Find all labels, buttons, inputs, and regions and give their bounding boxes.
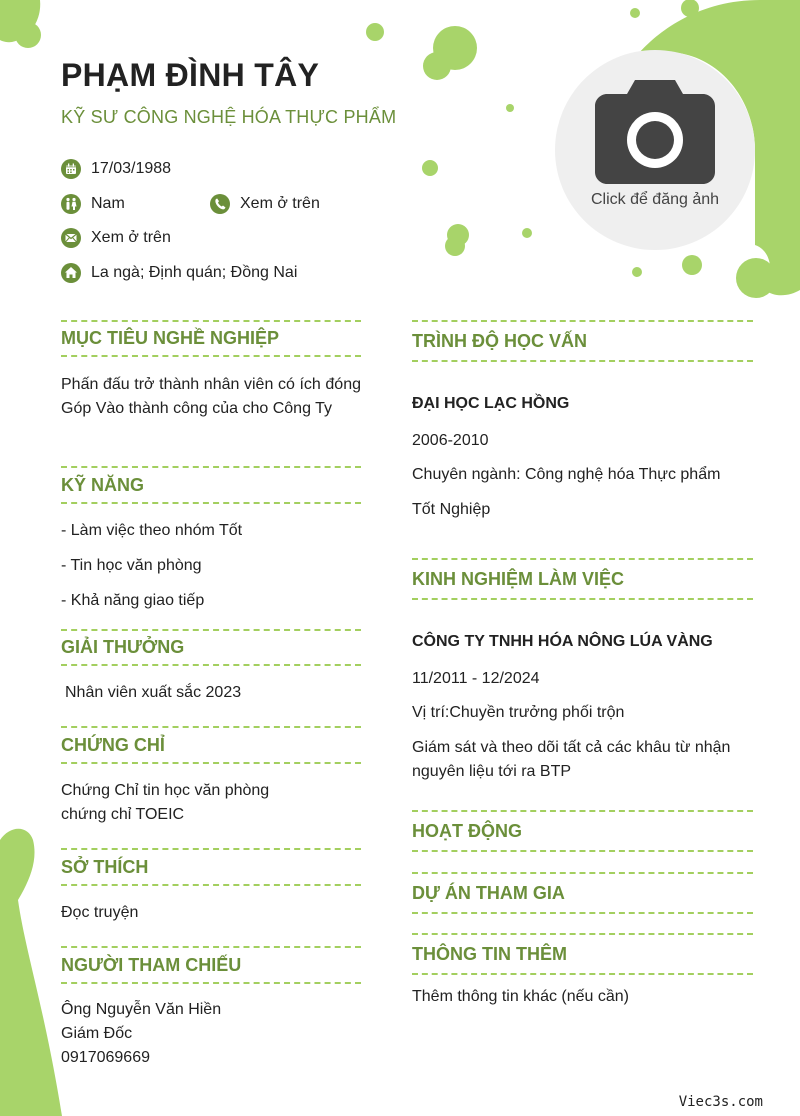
photo-upload[interactable]: [555, 50, 755, 250]
education-heading: TRÌNH ĐỘ HỌC VẤN: [412, 320, 753, 362]
objective-text: Phấn đấu trở thành nhân viên có ích đóng Góp Vào thành công của cho Công Ty: [61, 376, 361, 417]
email-row: [61, 227, 171, 249]
projects-heading: DỰ ÁN THAM GIA: [412, 872, 753, 914]
experience-period: 11/2011 - 12/2024: [412, 670, 540, 687]
experience-heading: KINH NGHIỆM LÀM VIỆC: [412, 558, 753, 600]
email-icon: [61, 228, 81, 248]
gender-icon: [61, 194, 81, 214]
candidate-name: PHẠM ĐÌNH TÂY: [61, 57, 320, 93]
footer-brand: Viec3s.com: [678, 1094, 763, 1110]
award-item: Nhân viên xuất sắc 2023: [65, 684, 242, 701]
reference-position: Giám Đốc: [61, 1025, 133, 1042]
gender-value: Nam: [91, 195, 125, 212]
references-heading: NGƯỜI THAM CHIẾU: [61, 946, 361, 984]
certificate-item: Chứng Chỉ tin học văn phòng: [61, 782, 270, 799]
home-icon: [61, 263, 81, 283]
birthdate-row: [61, 158, 171, 180]
address-row: [61, 262, 297, 284]
address-value: La ngà; Định quán; Đồng Nai: [91, 264, 298, 281]
calendar-icon: [61, 159, 81, 179]
activities-heading: HOẠT ĐỘNG: [412, 810, 753, 852]
phone-value: Xem ở trên: [240, 195, 320, 212]
gender-row: [61, 193, 125, 215]
email-value: Xem ở trên: [91, 229, 171, 246]
job-title: KỸ SƯ CÔNG NGHỆ HÓA THỰC PHẨM: [61, 107, 397, 127]
skill-item: - Khả năng giao tiếp: [61, 592, 205, 609]
certificate-item: chứng chỉ TOEIC: [61, 806, 185, 823]
education-school: ĐẠI HỌC LẠC HỒNG: [412, 395, 570, 412]
phone-icon: [210, 194, 230, 214]
reference-phone: 0917069669: [61, 1049, 150, 1066]
photo-upload-label: Click để đăng ảnh: [590, 191, 720, 208]
experience-position: Vị trí:Chuyền trưởng phối trộn: [412, 704, 625, 721]
hobbies-heading: SỞ THÍCH: [61, 848, 361, 886]
education-major: Chuyên ngành: Công nghệ hóa Thực phẩm: [412, 466, 721, 483]
more-info-text: Thêm thông tin khác (nếu cần): [412, 988, 630, 1005]
more-info-heading: THÔNG TIN THÊM: [412, 933, 753, 975]
experience-company: CÔNG TY TNHH HÓA NÔNG LÚA VÀNG: [412, 633, 713, 650]
objective-heading: MỤC TIÊU NGHỀ NGHIỆP: [61, 320, 361, 357]
hobby-item: Đọc truyện: [61, 904, 139, 921]
skill-item: - Làm việc theo nhóm Tốt: [61, 522, 243, 539]
awards-heading: GIẢI THƯỞNG: [61, 629, 361, 666]
reference-name: Ông Nguyễn Văn Hiền: [61, 1001, 222, 1018]
phone-row: [210, 193, 320, 215]
education-period: 2006-2010: [412, 432, 489, 449]
skills-heading: KỸ NĂNG: [61, 466, 361, 504]
education-result: Tốt Nghiệp: [412, 501, 491, 518]
skill-item: - Tin học văn phòng: [61, 557, 202, 574]
experience-description: Giám sát và theo dõi tất cả các khâu từ nhận nguyên liệu tới ra BTP: [412, 739, 731, 780]
certificates-heading: CHỨNG CHỈ: [61, 726, 361, 764]
birthdate-value: 17/03/1988: [91, 160, 172, 177]
camera-icon: [595, 80, 715, 184]
